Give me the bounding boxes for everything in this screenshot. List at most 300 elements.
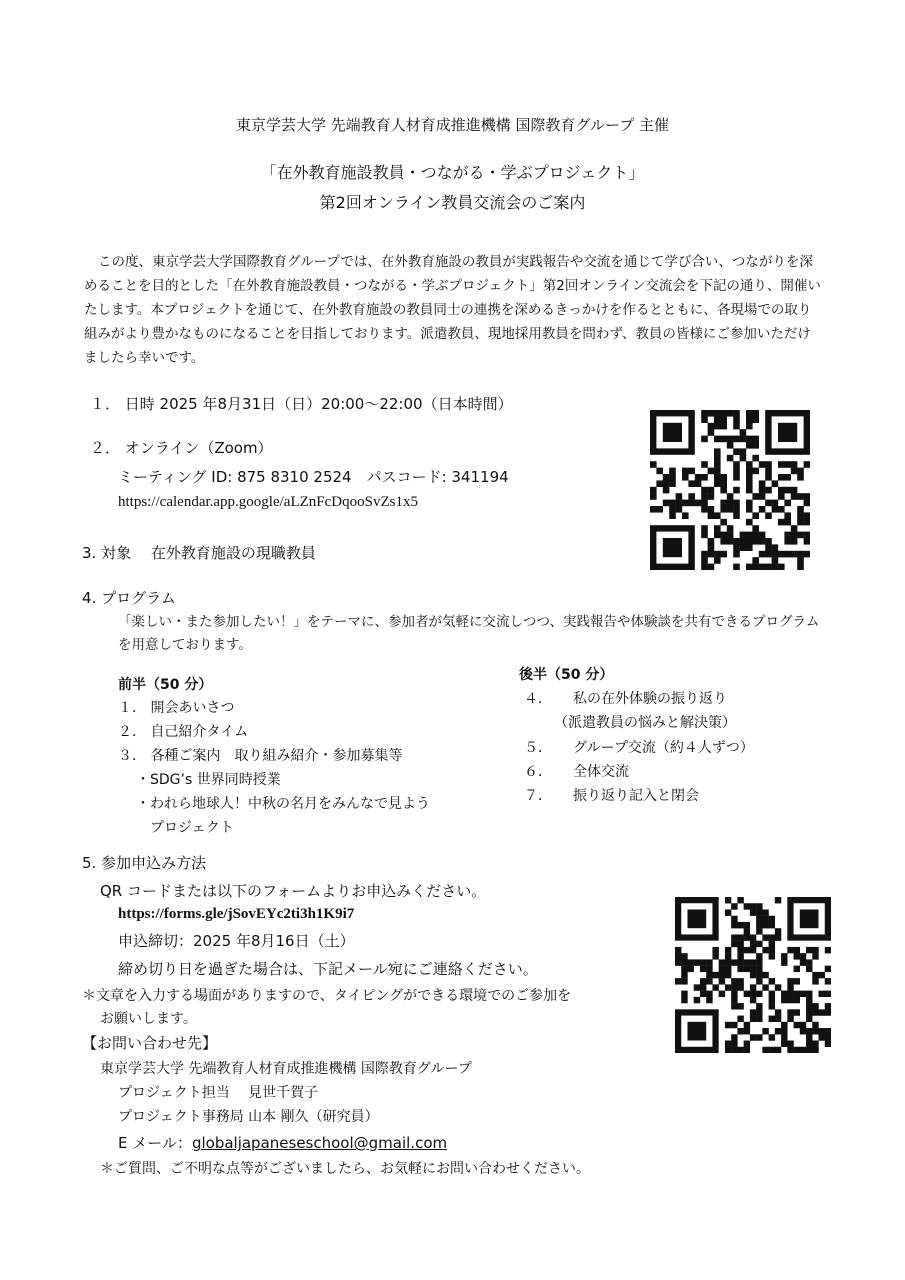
qr-module [746, 538, 753, 545]
qr-module [800, 991, 806, 997]
qr-module [750, 991, 756, 997]
qr-module [781, 1022, 787, 1028]
qr-module [744, 934, 750, 940]
program-item: ４． 私の在外体験の振り返り [524, 691, 727, 707]
qr-module [731, 922, 737, 928]
qr-module [720, 480, 727, 487]
qr-module [756, 1034, 762, 1040]
contact-heading: 【お問い合わせ先】 [82, 1034, 218, 1052]
qr-code-icon[interactable] [675, 897, 831, 1053]
qr-module [706, 966, 712, 972]
qr-module [819, 972, 825, 978]
qr-module [819, 1009, 825, 1015]
qr-module [712, 953, 718, 959]
qr-module [812, 1022, 818, 1028]
qr-module [825, 966, 831, 972]
qr-module [804, 493, 810, 500]
qr-module [720, 532, 727, 539]
qr-module [784, 474, 791, 481]
qr-module [775, 897, 781, 903]
program-subitem-cont: プロジェクト [150, 820, 234, 836]
qr-module [804, 551, 810, 558]
qr-module [762, 947, 768, 953]
qr-module [701, 532, 708, 539]
qr-module [762, 922, 768, 928]
qr-module [772, 551, 779, 558]
qr-module [769, 1016, 775, 1022]
qr-module [700, 966, 706, 972]
qr-module [752, 564, 759, 570]
qr-module [769, 997, 775, 1003]
qr-finder [778, 423, 797, 442]
qr-module [681, 978, 687, 984]
qr-module [791, 468, 798, 475]
qr-module [791, 487, 798, 494]
qr-module [794, 978, 800, 984]
qr-module [759, 487, 766, 494]
qr-module [806, 1016, 812, 1022]
qr-module [712, 972, 718, 978]
qr-module [733, 500, 740, 507]
qr-module [759, 493, 766, 500]
qr-module [794, 991, 800, 997]
qr-module [714, 448, 721, 455]
qr-module [756, 1003, 762, 1009]
qr-module [746, 442, 753, 449]
qr-module [772, 564, 779, 570]
apply-instruction: QR コードまたは以下のフォームよりお申込みください。 [100, 882, 487, 900]
qr-module [746, 544, 753, 551]
qr-module [701, 410, 708, 417]
qr-module [781, 1034, 787, 1040]
qr-module [759, 506, 766, 513]
zoom-calendar-link[interactable]: https://calendar.app.google/aLZnFcDqooSvZs1x5 [118, 494, 418, 510]
qr-module [701, 564, 708, 570]
qr-module [727, 506, 734, 513]
qr-module [700, 991, 706, 997]
qr-module [720, 538, 727, 545]
apply-deadline: 申込締切：2025 年8月16日（土） [118, 932, 355, 950]
qr-module [791, 461, 798, 468]
program-subitem: ・SDG’s 世界同時授業 [136, 772, 281, 788]
section-apply-heading: 5. 参加申込み方法 [82, 854, 207, 872]
section-target: 3. 対象 在外教育施設の現職教員 [82, 544, 316, 562]
program-item: ２． 自己紹介タイム [118, 724, 249, 740]
qr-module [746, 468, 753, 475]
qr-module [701, 557, 708, 564]
qr-module [750, 1016, 756, 1022]
qr-module [787, 947, 793, 953]
qr-module [675, 953, 681, 959]
qr-module [714, 436, 721, 443]
qr-module [663, 480, 670, 487]
qr-module [714, 532, 721, 539]
qr-module [756, 903, 762, 909]
title-line-1: 「在外教育施設教員・つながる・学ぶプロジェクト」 [260, 163, 645, 182]
qr-module [731, 1022, 737, 1028]
qr-module [695, 500, 702, 507]
qr-module [681, 966, 687, 972]
qr-module [769, 1047, 775, 1053]
qr-module [720, 423, 727, 430]
qr-module [701, 416, 708, 423]
qr-module [650, 487, 657, 494]
qr-module [737, 1047, 743, 1053]
qr-module [744, 959, 750, 965]
qr-module [733, 448, 740, 455]
qr-module [806, 1028, 812, 1034]
qr-module [744, 991, 750, 997]
qr-module [775, 934, 781, 940]
qr-module [762, 916, 768, 922]
qr-module [797, 474, 804, 481]
qr-module [746, 461, 753, 468]
qr-module [731, 991, 737, 997]
qr-module [756, 1016, 762, 1022]
qr-module [727, 455, 734, 462]
qr-module [733, 416, 740, 423]
qr-module [769, 934, 775, 940]
qr-module [797, 551, 804, 558]
qr-module [825, 1028, 831, 1034]
qr-module [701, 474, 708, 481]
qr-module [765, 468, 772, 475]
qr-module [791, 493, 798, 500]
qr-module [781, 953, 787, 959]
qr-module [708, 423, 715, 430]
qr-module [720, 500, 727, 507]
qr-module [825, 1003, 831, 1009]
qr-module [737, 922, 743, 928]
typing-note: ＊文章を入力する場面がありますので、タイピングができる環境でのご参加を [82, 988, 572, 1004]
qr-module [750, 909, 756, 915]
qr-module [733, 474, 740, 481]
qr-module [781, 1041, 787, 1047]
qr-module [769, 991, 775, 997]
qr-module [750, 959, 756, 965]
email-link[interactable]: globaljapaneseschool@gmail.com [191, 1134, 448, 1152]
qr-module [752, 442, 759, 449]
second-half-title: 後半（50 分） [519, 667, 614, 683]
qr-module [740, 429, 747, 436]
qr-module [737, 1028, 743, 1034]
contact-person: プロジェクト担当 見世千賀子 [118, 1085, 319, 1101]
qr-module [737, 1003, 743, 1009]
qr-module [740, 532, 747, 539]
qr-module [797, 557, 804, 564]
qr-module [725, 959, 731, 965]
qr-module [688, 480, 695, 487]
qr-module [740, 455, 747, 462]
qr-module [778, 461, 785, 468]
qr-module [750, 997, 756, 1003]
qr-module [737, 953, 743, 959]
qr-module [733, 551, 740, 558]
qr-module [675, 947, 681, 953]
qr-module [708, 410, 715, 417]
qr-module [762, 972, 768, 978]
qr-module [727, 525, 734, 532]
qr-module [800, 959, 806, 965]
qr-module [750, 966, 756, 972]
qr-module [720, 551, 727, 558]
qr-module [794, 1047, 800, 1053]
qr-module [719, 966, 725, 972]
qr-finder [800, 909, 819, 928]
qr-module [787, 978, 793, 984]
qr-module [695, 480, 702, 487]
qr-module [681, 953, 687, 959]
qr-module [781, 991, 787, 997]
qr-module [750, 984, 756, 990]
qr-module [778, 487, 785, 494]
qr-module [744, 928, 750, 934]
qr-module [720, 416, 727, 423]
qr-module [708, 506, 715, 513]
qr-module [714, 423, 721, 430]
qr-module [769, 941, 775, 947]
program-item: ３． 各種ご案内 取り組み紹介・参加募集等 [118, 748, 403, 764]
qr-module [812, 1028, 818, 1034]
qr-module [752, 525, 759, 532]
qr-finder [663, 423, 682, 442]
qr-module [797, 519, 804, 526]
qr-module [765, 551, 772, 558]
qr-module [765, 474, 772, 481]
qr-module [804, 532, 810, 539]
qr-code-icon[interactable] [650, 410, 810, 570]
qr-module [727, 442, 734, 449]
qr-module [727, 532, 734, 539]
qr-module [740, 538, 747, 545]
qr-module [750, 1009, 756, 1015]
qr-module [752, 557, 759, 564]
qr-module [706, 978, 712, 984]
qr-module [750, 1034, 756, 1040]
qr-finder [663, 538, 682, 557]
qr-module [708, 429, 715, 436]
qr-module [825, 1041, 831, 1047]
qr-module [750, 947, 756, 953]
qr-module [746, 480, 753, 487]
qr-module [812, 1041, 818, 1047]
qr-module [712, 984, 718, 990]
qr-module [787, 984, 793, 990]
qr-module [806, 991, 812, 997]
qr-module [769, 978, 775, 984]
qr-module [731, 934, 737, 940]
qr-module [708, 493, 715, 500]
first-half-title: 前半（50 分） [118, 677, 213, 693]
qr-module [797, 532, 804, 539]
typing-note-cont: お願いします。 [100, 1011, 197, 1027]
qr-module [752, 410, 759, 417]
qr-module [719, 978, 725, 984]
qr-module [681, 972, 687, 978]
qr-module [769, 916, 775, 922]
qr-module [756, 991, 762, 997]
qr-module [682, 474, 689, 481]
qr-module [727, 493, 734, 500]
qr-module [778, 493, 785, 500]
qr-module [756, 922, 762, 928]
qr-module [731, 959, 737, 965]
qr-module [812, 947, 818, 953]
qr-module [794, 997, 800, 1003]
qr-module [769, 947, 775, 953]
qr-module [669, 480, 676, 487]
qr-module [700, 984, 706, 990]
qr-module [784, 461, 791, 468]
qr-module [781, 997, 787, 1003]
qr-module [746, 474, 753, 481]
qr-module [695, 474, 702, 481]
qr-module [694, 997, 700, 1003]
qr-module [787, 1009, 793, 1015]
qr-module [825, 1009, 831, 1015]
qr-module [714, 525, 721, 532]
qr-module [752, 436, 759, 443]
qr-module [775, 1016, 781, 1022]
qr-module [714, 480, 721, 487]
qr-module [752, 493, 759, 500]
qr-module [669, 468, 676, 475]
qr-module [775, 928, 781, 934]
qr-module [812, 1003, 818, 1009]
qr-module [750, 934, 756, 940]
qr-module [731, 1041, 737, 1047]
qr-module [701, 487, 708, 494]
qr-module [694, 959, 700, 965]
qr-module [700, 959, 706, 965]
qr-module [778, 519, 785, 526]
qr-module [787, 1047, 793, 1053]
qr-module [676, 500, 683, 507]
qr-module [701, 461, 708, 468]
qr-module [762, 984, 768, 990]
qr-module [806, 1009, 812, 1015]
intro-paragraph: この度、東京学芸大学国際教育グループでは、在外教育施設の教員が実践報告や交流を通じて学び合い、つながりを深めることを目的とした「在外教育施設教員・つながる・学ぶプロジェクト」第2回オンライン交流会を下記の通り、開催いたします。本プロジェクトを通じて、在外教育施設の教員同士の連携を深めるきっかけを作るとともに、各現場での取り組みがより豊かなものになることを目指しております。派遣教員、現地採用教員を問わず、教員の皆様にご参加いただけましたら幸いです。 [84, 254, 821, 366]
qr-module [744, 903, 750, 909]
qr-module [701, 436, 708, 443]
qr-module [733, 564, 740, 570]
qr-module [784, 519, 791, 526]
qr-module [791, 532, 798, 539]
form-link[interactable]: https://forms.gle/jSovEYc2ti3h1K9i7 [118, 906, 355, 922]
qr-module [787, 991, 793, 997]
qr-module [733, 512, 740, 519]
qr-module [812, 972, 818, 978]
qr-module [744, 1028, 750, 1034]
qr-module [756, 928, 762, 934]
qr-module [737, 947, 743, 953]
qr-module [669, 500, 676, 507]
qr-module [800, 1047, 806, 1053]
qr-module [701, 493, 708, 500]
qr-module [719, 959, 725, 965]
qr-module [682, 500, 689, 507]
qr-module [733, 436, 740, 443]
qr-module [708, 551, 715, 558]
qr-module [759, 461, 766, 468]
qr-module [725, 947, 731, 953]
qr-module [804, 500, 810, 507]
qr-finder [687, 1022, 706, 1041]
qr-module [737, 934, 743, 940]
qr-module [733, 544, 740, 551]
qr-finder [687, 909, 706, 928]
section-program-heading: 4. プログラム [82, 589, 176, 607]
qr-module [791, 551, 798, 558]
qr-module [769, 922, 775, 928]
qr-module [762, 909, 768, 915]
qr-module [746, 416, 753, 423]
qr-module [744, 1047, 750, 1053]
qr-module [700, 978, 706, 984]
qr-module [725, 953, 731, 959]
qr-module [772, 480, 779, 487]
qr-module [720, 506, 727, 513]
qr-module [720, 487, 727, 494]
qr-module [812, 953, 818, 959]
qr-module [688, 493, 695, 500]
qr-module [784, 512, 791, 519]
qr-module [756, 978, 762, 984]
qr-module [712, 947, 718, 953]
qr-module [731, 903, 737, 909]
qr-module [784, 500, 791, 507]
qr-module [708, 512, 715, 519]
qr-module [759, 564, 766, 570]
qr-module [804, 538, 810, 545]
qr-module [797, 564, 804, 570]
qr-module [750, 903, 756, 909]
qr-module [706, 972, 712, 978]
organizer-line: 東京学芸大学 先端教育人材育成推進機構 国際教育グループ 主催 [235, 116, 670, 134]
qr-module [720, 519, 727, 526]
qr-module [787, 1016, 793, 1022]
qr-module [744, 922, 750, 928]
qr-module [806, 997, 812, 1003]
qr-module [725, 1022, 731, 1028]
qr-module [746, 506, 753, 513]
qr-module [784, 487, 791, 494]
qr-module [669, 512, 676, 519]
qr-module [765, 544, 772, 551]
qr-module [719, 972, 725, 978]
qr-module [714, 455, 721, 462]
section-datetime: １． 日時 2025 年8月31日（日）20:00～22:00（日本時間） [90, 395, 513, 413]
qr-module [725, 984, 731, 990]
qr-module [746, 487, 753, 494]
qr-module [727, 538, 734, 545]
qr-module [781, 959, 787, 965]
qr-module [752, 455, 759, 462]
qr-module [681, 959, 687, 965]
qr-module [775, 984, 781, 990]
qr-module [687, 966, 693, 972]
qr-module [663, 500, 670, 507]
qr-module [800, 1022, 806, 1028]
qr-module [819, 1034, 825, 1040]
qr-module [797, 493, 804, 500]
qr-module [794, 953, 800, 959]
qr-module [701, 500, 708, 507]
program-item: ５． グループ交流（約４人ずつ） [524, 740, 754, 756]
qr-module [737, 941, 743, 947]
qr-module [744, 1041, 750, 1047]
qr-module [731, 997, 737, 1003]
